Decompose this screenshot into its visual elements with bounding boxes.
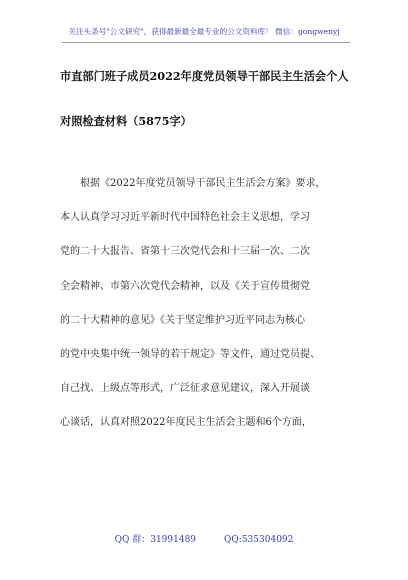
body-line-1: 根据《2022年度党员领导干部民主生活会方案》要求， — [80, 178, 326, 189]
document-body — [60, 176, 352, 450]
body-line-5: 的二十大精神的意见》《关于坚定维护习近平同志为核心 — [60, 314, 305, 326]
body-line-6: 的党中央集中统一领导的若干规定》等文件，通过党员提、 — [60, 348, 320, 360]
body-line-7: 自己找、上级点等形式，广泛征求意见建议，深入开展谈 — [60, 383, 310, 395]
header-promo-note: 关注头条号"公文研究"，获得最新最全最专业的公文资料库！ 微信：gongwenyj — [68, 27, 340, 36]
body-line-4: 全会精神、市第六次党代会精神，以及《关于宣传贯彻党 — [60, 280, 310, 292]
footer-contact — [0, 532, 408, 545]
footer-qq-group: QQ 群：31991489 — [114, 535, 197, 545]
body-line-2: 本人认真学习习近平新时代中国特色社会主义思想，学习 — [60, 212, 310, 224]
document-title — [60, 68, 360, 158]
footer-qq-number: QQ:535304092 — [224, 535, 294, 545]
title-line-1: 市直部门班子成员2022年度党员领导干部民主生活会个人 — [60, 69, 349, 83]
title-line-2: 对照检查材料（5875字） — [60, 114, 192, 128]
header-divider — [62, 42, 350, 43]
body-line-3: 党的二十大报告、省第十三次党代会和十三届一次、二次 — [60, 246, 310, 258]
body-line-8: 心谈话，认真对照2022年度民主生活会主题和6个方面， — [60, 417, 312, 429]
